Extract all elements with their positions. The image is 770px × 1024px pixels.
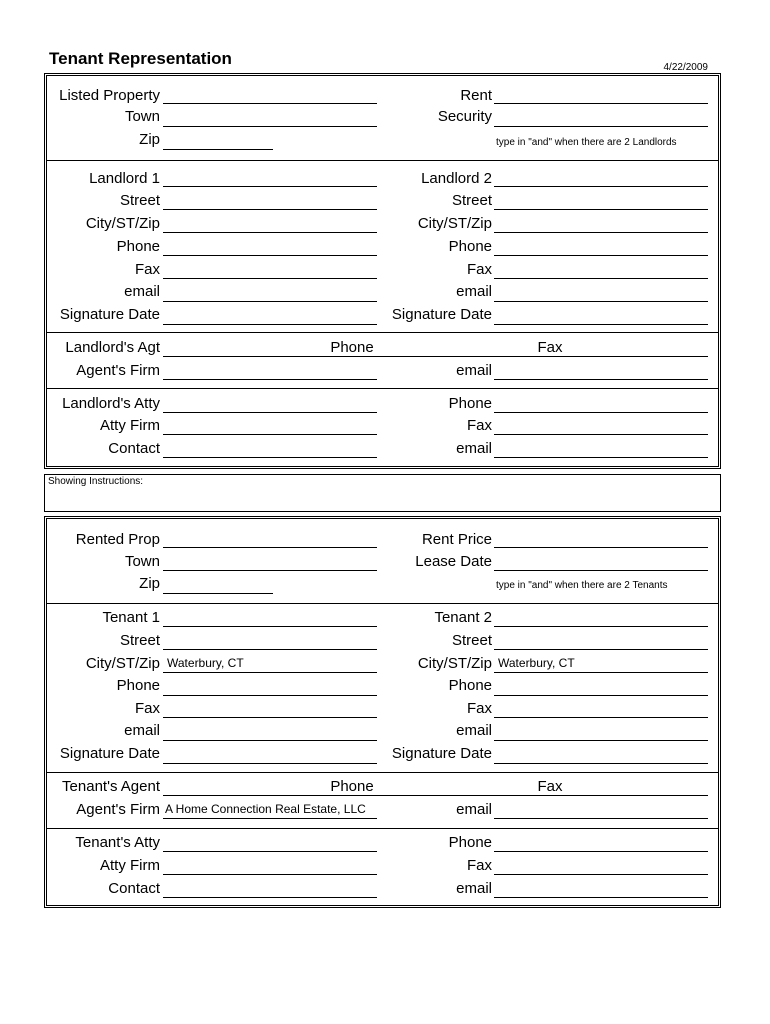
agent-email-label: email	[456, 362, 492, 379]
tenant2-phone-label: Phone	[448, 677, 492, 694]
tenant-atty-email-field[interactable]	[494, 897, 708, 898]
showing-instructions-box[interactable]	[44, 474, 721, 512]
tenant2-signature-field[interactable]	[494, 763, 708, 764]
landlord2-street-field[interactable]	[494, 209, 708, 210]
tenant-atty-fax-label: Fax	[466, 857, 492, 874]
tenant-atty-firm-label: Atty Firm	[100, 857, 160, 874]
landlord1-street-label: Street	[119, 192, 160, 209]
tenant1-phone-label: Phone	[116, 677, 160, 694]
lease-date-label: Lease Date	[415, 553, 492, 570]
landlord1-street-field[interactable]	[163, 209, 377, 210]
landlord2-street-label: Street	[451, 192, 492, 209]
tenant-divider	[47, 772, 718, 773]
rented-prop-field[interactable]	[163, 547, 377, 548]
tenant-divider	[47, 603, 718, 604]
tenant2-fax-field[interactable]	[494, 717, 708, 718]
landlord2-label: Landlord 2	[421, 170, 492, 187]
town-label: Town	[124, 108, 160, 125]
lease-date-field[interactable]	[494, 570, 708, 571]
atty-fax-field[interactable]	[494, 434, 708, 435]
tenants-agent-field[interactable]	[163, 795, 708, 796]
landlord1-signature-field[interactable]	[163, 324, 377, 325]
tenant1-street-label: Street	[119, 632, 160, 649]
atty-contact-field[interactable]	[163, 457, 377, 458]
tenant2-email-label: email	[456, 722, 492, 739]
atty-phone-field[interactable]	[494, 412, 708, 413]
landlord1-field[interactable]	[163, 186, 377, 187]
landlord1-label: Landlord 1	[89, 170, 160, 187]
tenant1-email-label: email	[124, 722, 160, 739]
landlord1-signature-label: Signature Date	[59, 306, 160, 323]
security-field[interactable]	[494, 126, 708, 127]
landlord1-city-label: City/ST/Zip	[85, 215, 160, 232]
tenant-atty-fax-field[interactable]	[494, 874, 708, 875]
landlord1-email-label: email	[124, 283, 160, 300]
tenants-agent-label: Tenant's Agent	[62, 778, 160, 795]
tenant2-label: Tenant 2	[434, 609, 492, 626]
tenant2-field[interactable]	[494, 626, 708, 627]
tenants-agent-fax-label: Fax	[537, 778, 563, 795]
landlords-note: type in "and" when there are 2 Landlords	[496, 137, 677, 148]
landlord1-phone-field[interactable]	[163, 255, 377, 256]
tenant1-street-field[interactable]	[163, 649, 377, 650]
tenant1-signature-label: Signature Date	[59, 745, 160, 762]
landlord2-email-field[interactable]	[494, 301, 708, 302]
tenant-divider	[47, 828, 718, 829]
tenant-town-label: Town	[124, 553, 160, 570]
landlord2-signature-field[interactable]	[494, 324, 708, 325]
landlords-agt-field[interactable]	[163, 356, 708, 357]
page-title: Tenant Representation	[49, 49, 232, 68]
landlords-atty-label: Landlord's Atty	[62, 395, 160, 412]
listed-property-label: Listed Property	[59, 87, 160, 104]
tenant-agents-firm-value: A Home Connection Real Estate, LLC	[165, 802, 366, 816]
tenant-agents-firm-label: Agent's Firm	[76, 801, 160, 818]
tenant1-city-field[interactable]	[163, 672, 377, 673]
tenants-note: type in "and" when there are 2 Tenants	[496, 580, 668, 591]
landlord1-city-field[interactable]	[163, 232, 377, 233]
agent-email-field[interactable]	[494, 379, 708, 380]
landlord-divider	[47, 388, 718, 389]
landlord2-city-label: City/ST/Zip	[417, 215, 492, 232]
tenant2-city-value: Waterbury, CT	[498, 656, 575, 670]
tenant2-street-field[interactable]	[494, 649, 708, 650]
atty-firm-label: Atty Firm	[100, 417, 160, 434]
tenants-atty-field[interactable]	[163, 851, 377, 852]
form-date: 4/22/2009	[663, 62, 708, 73]
tenant2-fax-label: Fax	[466, 700, 492, 717]
tenant-atty-contact-field[interactable]	[163, 897, 377, 898]
tenants-agent-phone-label: Phone	[330, 778, 374, 795]
tenant-zip-field[interactable]	[163, 593, 273, 594]
landlords-agt-phone-label: Phone	[330, 339, 374, 356]
tenant-atty-email-label: email	[456, 880, 492, 897]
tenant2-city-field[interactable]	[494, 672, 708, 673]
landlord2-signature-label: Signature Date	[391, 306, 492, 323]
landlord2-email-label: email	[456, 283, 492, 300]
atty-contact-label: Contact	[108, 440, 160, 457]
landlord1-email-field[interactable]	[163, 301, 377, 302]
tenant-town-field[interactable]	[163, 570, 377, 571]
atty-phone-label: Phone	[448, 395, 492, 412]
rent-label: Rent	[460, 87, 492, 104]
tenant-atty-firm-field[interactable]	[163, 874, 377, 875]
tenant-atty-contact-label: Contact	[108, 880, 160, 897]
tenant1-city-value: Waterbury, CT	[167, 656, 244, 670]
landlord-divider	[47, 332, 718, 333]
atty-email-field[interactable]	[494, 457, 708, 458]
tenant2-email-field[interactable]	[494, 740, 708, 741]
landlord2-phone-field[interactable]	[494, 255, 708, 256]
tenant-agents-firm-field[interactable]	[163, 818, 377, 819]
tenant1-city-label: City/ST/Zip	[85, 655, 160, 672]
showing-instructions-label: Showing Instructions:	[48, 476, 144, 487]
tenant-agent-email-field[interactable]	[494, 818, 708, 819]
rent-price-field[interactable]	[494, 547, 708, 548]
listed-property-field[interactable]	[163, 103, 377, 104]
tenant1-fax-label: Fax	[134, 700, 160, 717]
tenant1-fax-field[interactable]	[163, 717, 377, 718]
landlord2-field[interactable]	[494, 186, 708, 187]
landlord2-city-field[interactable]	[494, 232, 708, 233]
tenants-atty-label: Tenant's Atty	[75, 834, 160, 851]
tenant1-email-field[interactable]	[163, 740, 377, 741]
rent-field[interactable]	[494, 103, 708, 104]
agents-firm-field[interactable]	[163, 379, 377, 380]
landlords-agt-fax-label: Fax	[537, 339, 563, 356]
tenant2-phone-field[interactable]	[494, 695, 708, 696]
tenant2-street-label: Street	[451, 632, 492, 649]
landlord1-fax-label: Fax	[134, 261, 160, 278]
tenant-zip-label: Zip	[139, 575, 160, 592]
landlords-atty-field[interactable]	[163, 412, 377, 413]
landlord1-fax-field[interactable]	[163, 278, 377, 279]
atty-fax-label: Fax	[466, 417, 492, 434]
landlord1-phone-label: Phone	[116, 238, 160, 255]
agents-firm-label: Agent's Firm	[76, 362, 160, 379]
tenant-atty-phone-label: Phone	[448, 834, 492, 851]
atty-firm-field[interactable]	[163, 434, 377, 435]
tenant1-phone-field[interactable]	[163, 695, 377, 696]
tenant1-label: Tenant 1	[102, 609, 160, 626]
landlord2-fax-label: Fax	[466, 261, 492, 278]
landlords-agt-label: Landlord's Agt	[65, 339, 160, 356]
tenant1-signature-field[interactable]	[163, 763, 377, 764]
landlord2-phone-label: Phone	[448, 238, 492, 255]
zip-field[interactable]	[163, 149, 273, 150]
tenant2-signature-label: Signature Date	[391, 745, 492, 762]
tenant-atty-phone-field[interactable]	[494, 851, 708, 852]
zip-label: Zip	[139, 131, 160, 148]
tenant-agent-email-label: email	[456, 801, 492, 818]
rented-prop-label: Rented Prop	[75, 531, 160, 548]
atty-email-label: email	[456, 440, 492, 457]
security-label: Security	[437, 108, 492, 125]
landlord-divider	[47, 160, 718, 161]
landlord2-fax-field[interactable]	[494, 278, 708, 279]
rent-price-label: Rent Price	[421, 531, 492, 548]
tenant2-city-label: City/ST/Zip	[417, 655, 492, 672]
tenant1-field[interactable]	[163, 626, 377, 627]
town-field[interactable]	[163, 126, 377, 127]
